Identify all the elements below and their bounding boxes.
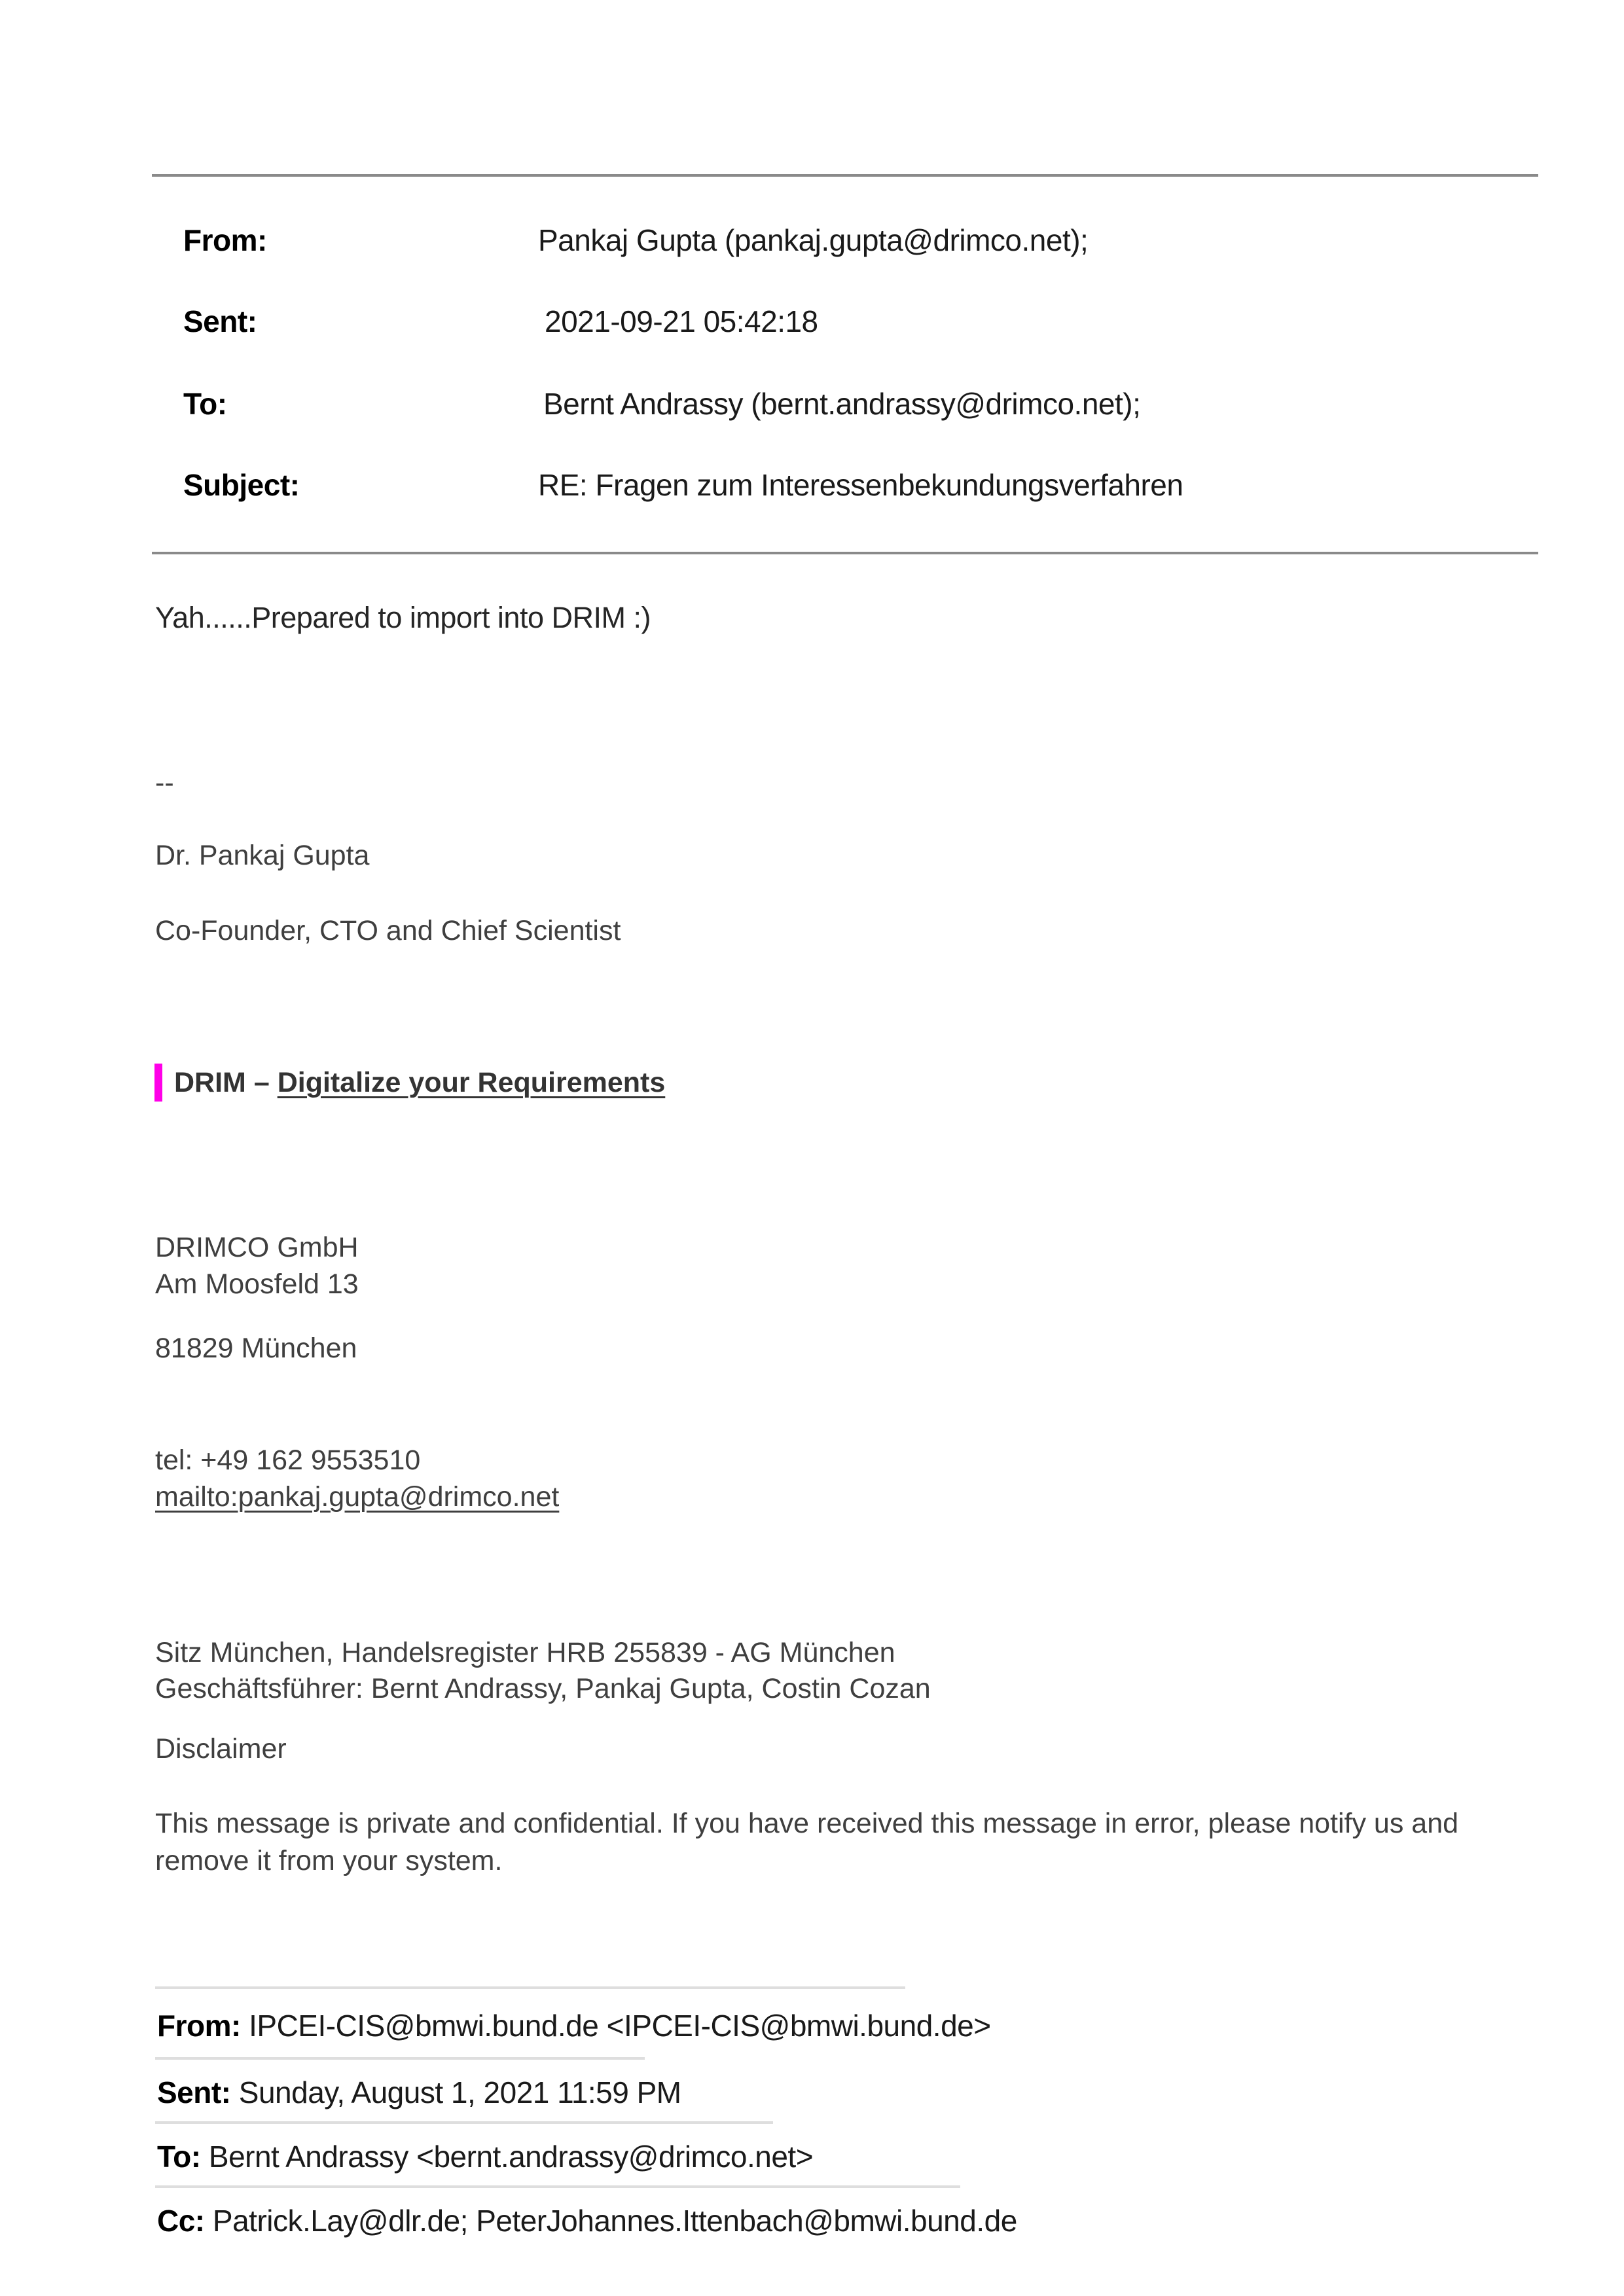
header-top-rule: [152, 174, 1538, 177]
quoted-to-value: Bernt Andrassy <bernt.andrassy@drimco.net>: [208, 2140, 814, 2174]
quoted-rule-1: [155, 1986, 905, 1989]
phone-number: tel: +49 162 9553510: [155, 1444, 421, 1476]
quoted-rule-3: [155, 2121, 773, 2124]
quoted-sent-value: Sunday, August 1, 2021 11:59 PM: [238, 2075, 681, 2109]
sender-name: Dr. Pankaj Gupta: [155, 840, 370, 871]
company-address: [155, 1229, 359, 1302]
disclaimer-text: This message is private and confidential. If you have received this message in error, please notify us and remove it from your system.: [155, 1808, 1466, 1876]
quoted-to-row: [157, 2139, 813, 2174]
to-label: To:: [183, 387, 227, 421]
brand-prefix: DRIM –: [174, 1066, 278, 1098]
subject-label: Subject:: [183, 468, 300, 502]
sent-label: Sent:: [183, 304, 257, 338]
header-bottom-rule: [152, 552, 1538, 554]
mailto-link[interactable]: mailto:pankaj.gupta@drimco.net: [155, 1481, 560, 1513]
quoted-rule-4: [155, 2185, 960, 2188]
to-value: Bernt Andrassy (bernt.andrassy@drimco.net);: [543, 387, 1141, 421]
quoted-from-row: [157, 2008, 991, 2043]
sender-title: Co-Founder, CTO and Chief Scientist: [155, 915, 621, 946]
company-name: DRIMCO GmbH: [155, 1232, 359, 1263]
quoted-sent-label: Sent:: [157, 2075, 239, 2109]
signature-separator: --: [155, 767, 174, 798]
company-street: Am Moosfeld 13: [155, 1268, 359, 1300]
quoted-rule-2: [155, 2057, 645, 2060]
registry-block: [155, 1635, 931, 1707]
from-label: From:: [183, 223, 267, 257]
subject-value: RE: Fragen zum Interessenbekundungsverfahren: [538, 468, 1183, 502]
quoted-sent-row: [157, 2075, 681, 2110]
brand-accent-bar: [154, 1064, 162, 1102]
brand-line: [154, 1064, 665, 1102]
quoted-cc-value: Patrick.Lay@dlr.de; PeterJohannes.Ittenbach@bmwi.bund.de: [212, 2204, 1017, 2238]
disclaimer-title: Disclaimer: [155, 1733, 287, 1765]
quoted-from-label: From:: [157, 2009, 249, 2043]
registry-line: Sitz München, Handelsregister HRB 255839 - AG München: [155, 1637, 895, 1668]
management-line: Geschäftsführer: Bernt Andrassy, Pankaj Gupta, Costin Cozan: [155, 1673, 931, 1704]
quoted-from-value: IPCEI-CIS@bmwi.bund.de <IPCEI-CIS@bmwi.bund.de>: [249, 2009, 991, 2043]
contact-block: [155, 1442, 559, 1515]
sent-value: 2021-09-21 05:42:18: [545, 304, 818, 338]
quoted-cc-label: Cc:: [157, 2204, 213, 2238]
quoted-to-label: To:: [157, 2140, 209, 2174]
quoted-cc-row: [157, 2203, 1017, 2238]
from-value: Pankaj Gupta (pankaj.gupta@drimco.net);: [538, 223, 1089, 257]
brand-link[interactable]: Digitalize your Requirements: [277, 1066, 666, 1098]
company-city: 81829 München: [155, 1333, 357, 1364]
message-body: Yah......Prepared to import into DRIM :): [155, 601, 651, 634]
